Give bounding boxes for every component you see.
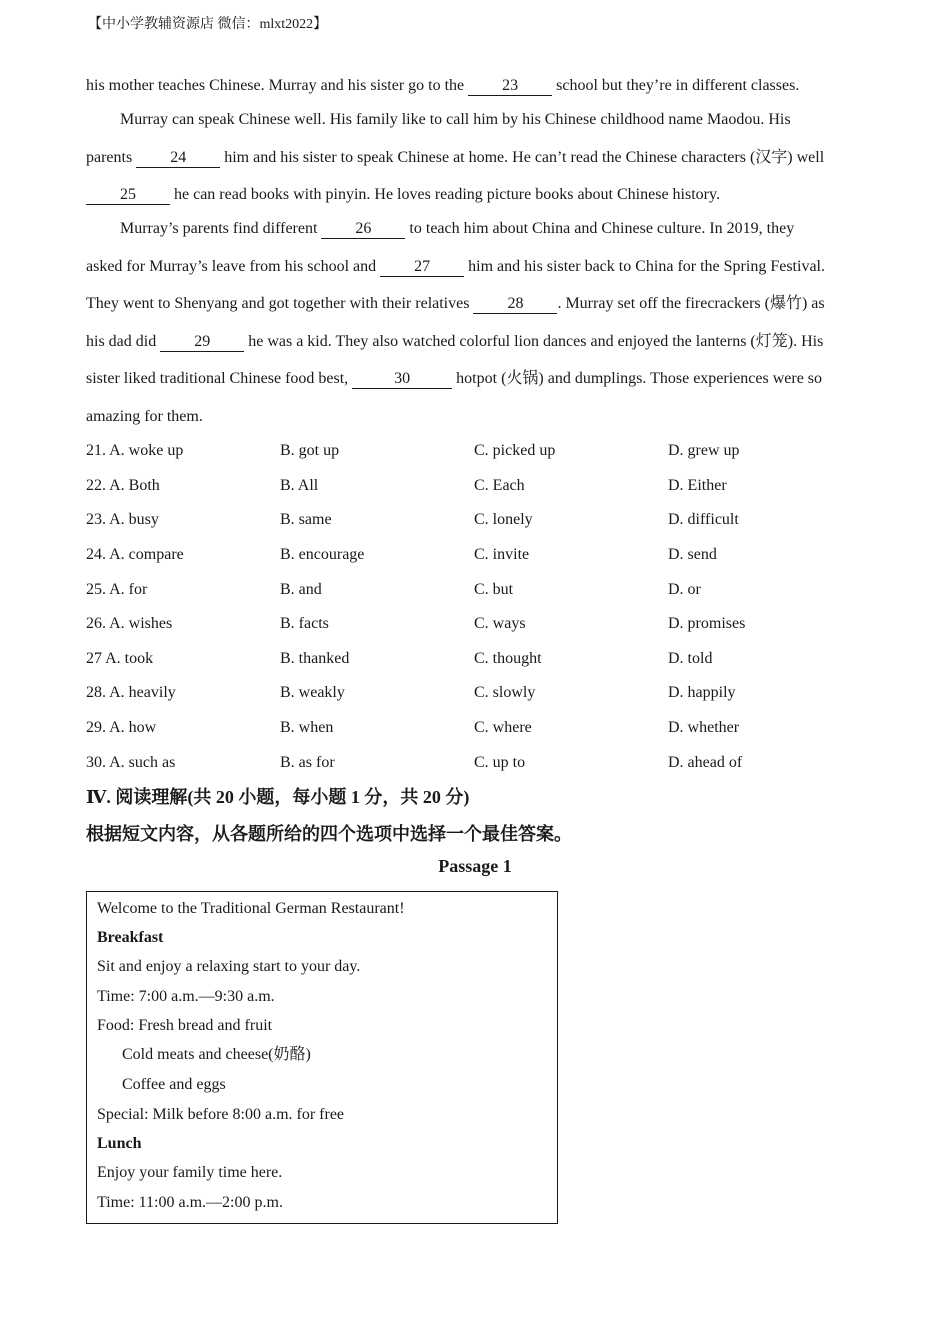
blank-26: 26	[321, 220, 405, 239]
option: B. when	[280, 719, 334, 737]
text-segment: his mother teaches Chinese. Murray and his sister go to the	[86, 77, 469, 94]
option: C. up to	[474, 753, 526, 771]
option: 24. A. compare	[86, 546, 184, 564]
option: C. lonely	[474, 511, 533, 529]
option-row	[86, 503, 886, 538]
cloze-paragraph-2	[86, 101, 866, 214]
option-row	[86, 538, 886, 573]
option: 26. A. wishes	[86, 615, 173, 633]
text-line	[86, 67, 866, 105]
section-instruction: 根据短文内容，从各题所给的四个选项中选择一个最佳答案。	[86, 824, 572, 844]
option-row	[86, 607, 886, 642]
text-line	[86, 248, 866, 286]
option: B. encourage	[280, 546, 365, 564]
menu-lunch-heading: Lunch	[97, 1135, 142, 1153]
watermark-header: 【中小学教辅资源店 微信：mlxt2022】	[88, 17, 328, 32]
option: C. ways	[474, 615, 526, 633]
option: D. happily	[668, 684, 736, 702]
option: D. difficult	[668, 511, 739, 529]
option-row	[86, 469, 886, 504]
text-line	[86, 210, 866, 248]
option: D. ahead of	[668, 753, 743, 771]
section-title: Ⅳ. 阅读理解(共 20 小题，每小题 1 分，共 20 分)	[86, 787, 470, 807]
blank-23: 23	[468, 77, 552, 96]
text-line	[86, 285, 866, 323]
option: D. Either	[668, 476, 727, 494]
blank-29: 29	[160, 333, 244, 352]
option: 30. A. such as	[86, 753, 176, 771]
text-segment: his dad did	[86, 332, 161, 350]
text-line	[86, 360, 866, 398]
menu-welcome: Welcome to the Traditional German Restaurant!	[97, 900, 405, 917]
option-row	[86, 745, 886, 780]
option: 28. A. heavily	[86, 684, 176, 702]
text-segment: sister liked traditional Chinese food best,	[86, 370, 353, 387]
text-segment: him and his sister to speak Chinese at home. He can’t read the Chinese characters (汉字) well	[220, 148, 825, 166]
option: B. facts	[280, 615, 329, 633]
option: 21. A. woke up	[86, 442, 184, 460]
cloze-paragraph-3	[86, 210, 866, 435]
answer-options	[86, 434, 886, 780]
option: B. weakly	[280, 684, 345, 702]
option: C. invite	[474, 546, 530, 564]
text-line	[86, 176, 866, 214]
menu-lunch-time: Time: 11:00 a.m.—2:00 p.m.	[97, 1193, 283, 1211]
text-line	[86, 139, 866, 177]
option: B. All	[280, 476, 319, 494]
text-segment: They went to Shenyang and got together with their relatives	[86, 295, 474, 312]
option: 27 A. took	[86, 649, 154, 667]
blank-24: 24	[136, 149, 220, 168]
text-segment: him and his sister back to China for the Spring Festival.	[464, 257, 825, 275]
menu-breakfast-food-2: Cold meats and cheese(奶酪)	[122, 1045, 311, 1063]
text-segment: parents	[86, 148, 137, 166]
option: 29. A. how	[86, 719, 157, 737]
option: D. or	[668, 580, 701, 598]
option-row	[86, 572, 886, 607]
menu-breakfast-special: Special: Milk before 8:00 a.m. for free	[97, 1105, 345, 1123]
option-row	[86, 434, 886, 469]
option: C. where	[474, 719, 532, 737]
option-row	[86, 642, 886, 677]
restaurant-menu-box	[86, 891, 558, 1224]
text-segment: asked for Murray’s leave from his school and	[86, 257, 381, 275]
option: C. but	[474, 580, 514, 598]
option: C. picked up	[474, 442, 556, 460]
option: B. same	[280, 511, 332, 529]
option: D. grew up	[668, 442, 740, 460]
text-segment: Murray’s parents find different	[120, 220, 322, 237]
option: D. told	[668, 649, 713, 667]
option: B. as for	[280, 753, 335, 771]
menu-breakfast-heading: Breakfast	[97, 929, 164, 947]
option: C. thought	[474, 649, 542, 667]
option: B. thanked	[280, 649, 350, 667]
text-segment: he can read books with pinyin. He loves reading picture books about Chinese history.	[170, 186, 720, 203]
text-segment: . Murray set off the firecrackers (爆竹) as	[557, 295, 825, 312]
menu-breakfast-time: Time: 7:00 a.m.—9:30 a.m.	[97, 987, 275, 1005]
text-segment: to teach him about China and Chinese culture. In 2019, they	[405, 220, 795, 237]
text-line: amazing for them.	[86, 407, 203, 425]
cloze-paragraph-1	[86, 67, 866, 105]
passage-title: Passage 1	[438, 856, 512, 876]
option: 25. A. for	[86, 580, 148, 598]
text-line: Murray can speak Chinese well. His family like to call him by his Chinese childhood name Maodou. His	[120, 111, 791, 128]
option: B. got up	[280, 442, 340, 460]
option: C. Each	[474, 476, 525, 494]
menu-breakfast-food: Food: Fresh bread and fruit	[97, 1016, 273, 1034]
option: B. and	[280, 580, 322, 598]
option: D. whether	[668, 719, 740, 737]
option: 22. A. Both	[86, 476, 160, 494]
text-line	[86, 323, 866, 361]
text-segment: hotpot (火锅) and dumplings. Those experiences were so	[452, 370, 823, 387]
blank-25: 25	[86, 186, 170, 205]
blank-28: 28	[473, 295, 557, 314]
option: C. slowly	[474, 684, 536, 702]
option: D. send	[668, 546, 717, 564]
option: D. promises	[668, 615, 746, 633]
menu-lunch-desc: Enjoy your family time here.	[97, 1164, 283, 1182]
blank-30: 30	[352, 370, 452, 389]
blank-27: 27	[380, 258, 464, 277]
option: 23. A. busy	[86, 511, 159, 529]
menu-breakfast-food-3: Coffee and eggs	[122, 1075, 226, 1093]
option-row	[86, 711, 886, 746]
text-segment: he was a kid. They also watched colorful lion dances and enjoyed the lanterns (灯笼). His	[244, 332, 824, 350]
option-row	[86, 676, 886, 711]
menu-breakfast-desc: Sit and enjoy a relaxing start to your day.	[97, 958, 361, 976]
text-segment: school but they’re in different classes.	[552, 77, 800, 94]
